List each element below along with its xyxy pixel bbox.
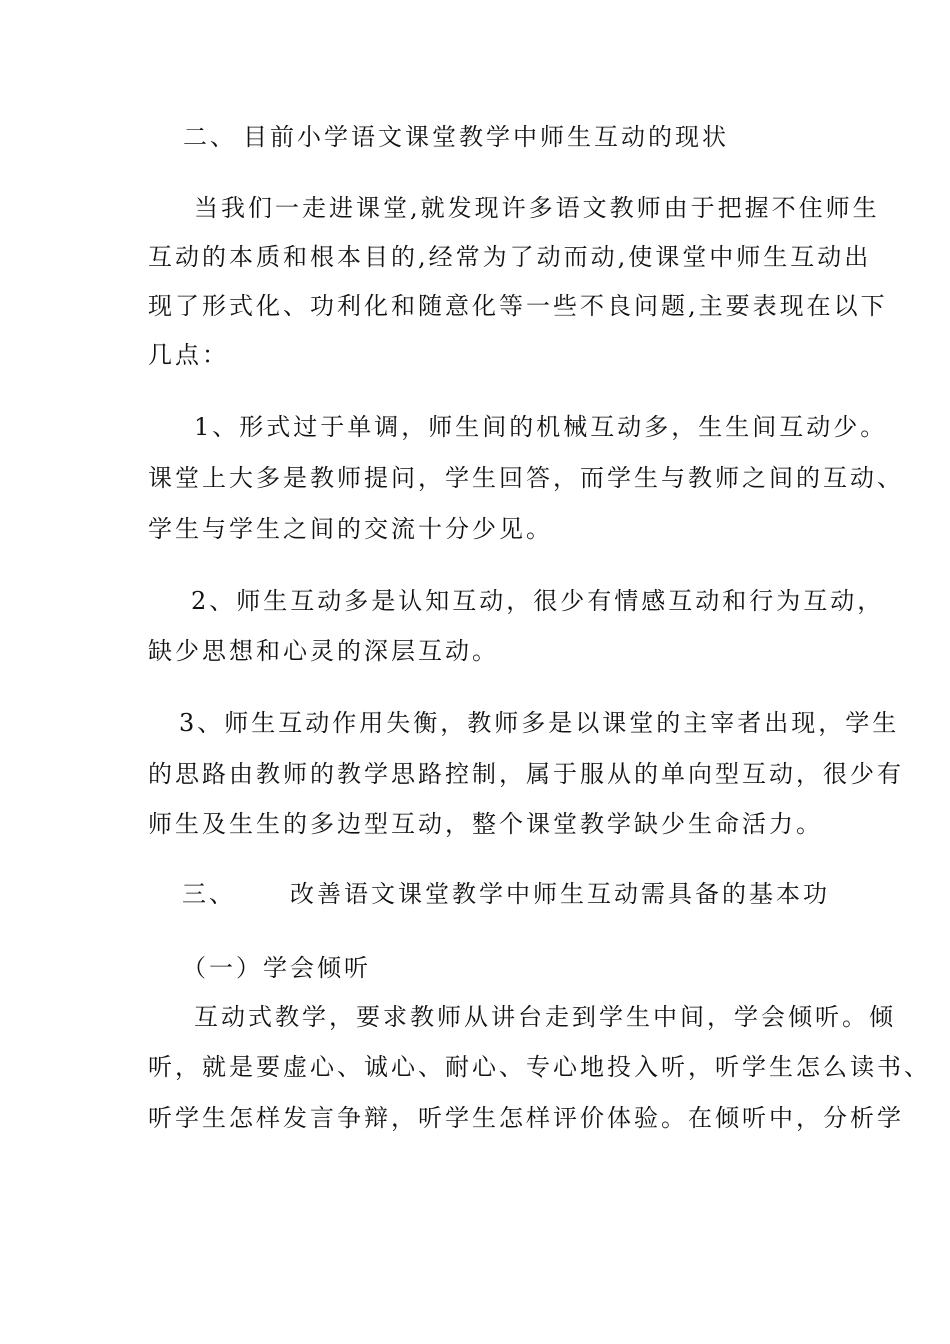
section-3-title: 改善语文课堂教学中师生互动需具备的基本功 (290, 880, 830, 908)
point-3-line-3: 师生及生生的多边型互动，整个课堂教学缺少生命活力。 (148, 810, 823, 838)
point-1-line-1: 1、形式过于单调，师生间的机械互动多，生生间互动少。 (194, 413, 888, 441)
point-1-line-2: 课堂上大多是教师提问，学生回答，而学生与教师之间的互动、 (148, 464, 904, 492)
intro-paragraph-line-3: 现了形式化、功利化和随意化等一些不良问题,主要表现在以下 (148, 292, 888, 320)
listening-paragraph-line-2: 听，就是要虚心、诚心、耐心、专心地投入听，听学生怎么读书、 (148, 1053, 931, 1081)
section-2-number: 二、 (183, 123, 237, 151)
section-2-title: 目前小学语文课堂教学中师生互动的现状 (243, 123, 729, 151)
intro-paragraph-line-4: 几点： (148, 341, 229, 369)
listening-paragraph-line-1: 互动式教学，要求教师从讲台走到学生中间，学会倾听。倾 (194, 1003, 896, 1031)
point-2-line-1: 2、师生互动多是认知互动，很少有情感互动和行为互动， (191, 587, 885, 615)
subsection-1-heading: （一）学会倾听 (182, 954, 371, 982)
point-3-line-2: 的思路由教师的教学思路控制，属于服从的单向型互动，很少有 (148, 760, 904, 788)
listening-paragraph-line-3: 听学生怎样发言争辩，听学生怎样评价体验。在倾听中，分析学 (148, 1104, 904, 1132)
intro-paragraph-line-1: 当我们一走进课堂,就发现许多语文教师由于把握不住师生 (194, 194, 880, 222)
point-1-line-3: 学生与学生之间的交流十分少见。 (148, 515, 553, 543)
intro-paragraph-line-2: 互动的本质和根本目的,经常为了动而动,使课堂中师生互动出 (148, 243, 872, 271)
point-2-line-2: 缺少思想和心灵的深层互动。 (148, 637, 499, 665)
point-3-line-1: 3、师生互动作用失衡，教师多是以课堂的主宰者出现，学生 (179, 709, 900, 737)
section-3-number: 三、 (182, 880, 236, 908)
